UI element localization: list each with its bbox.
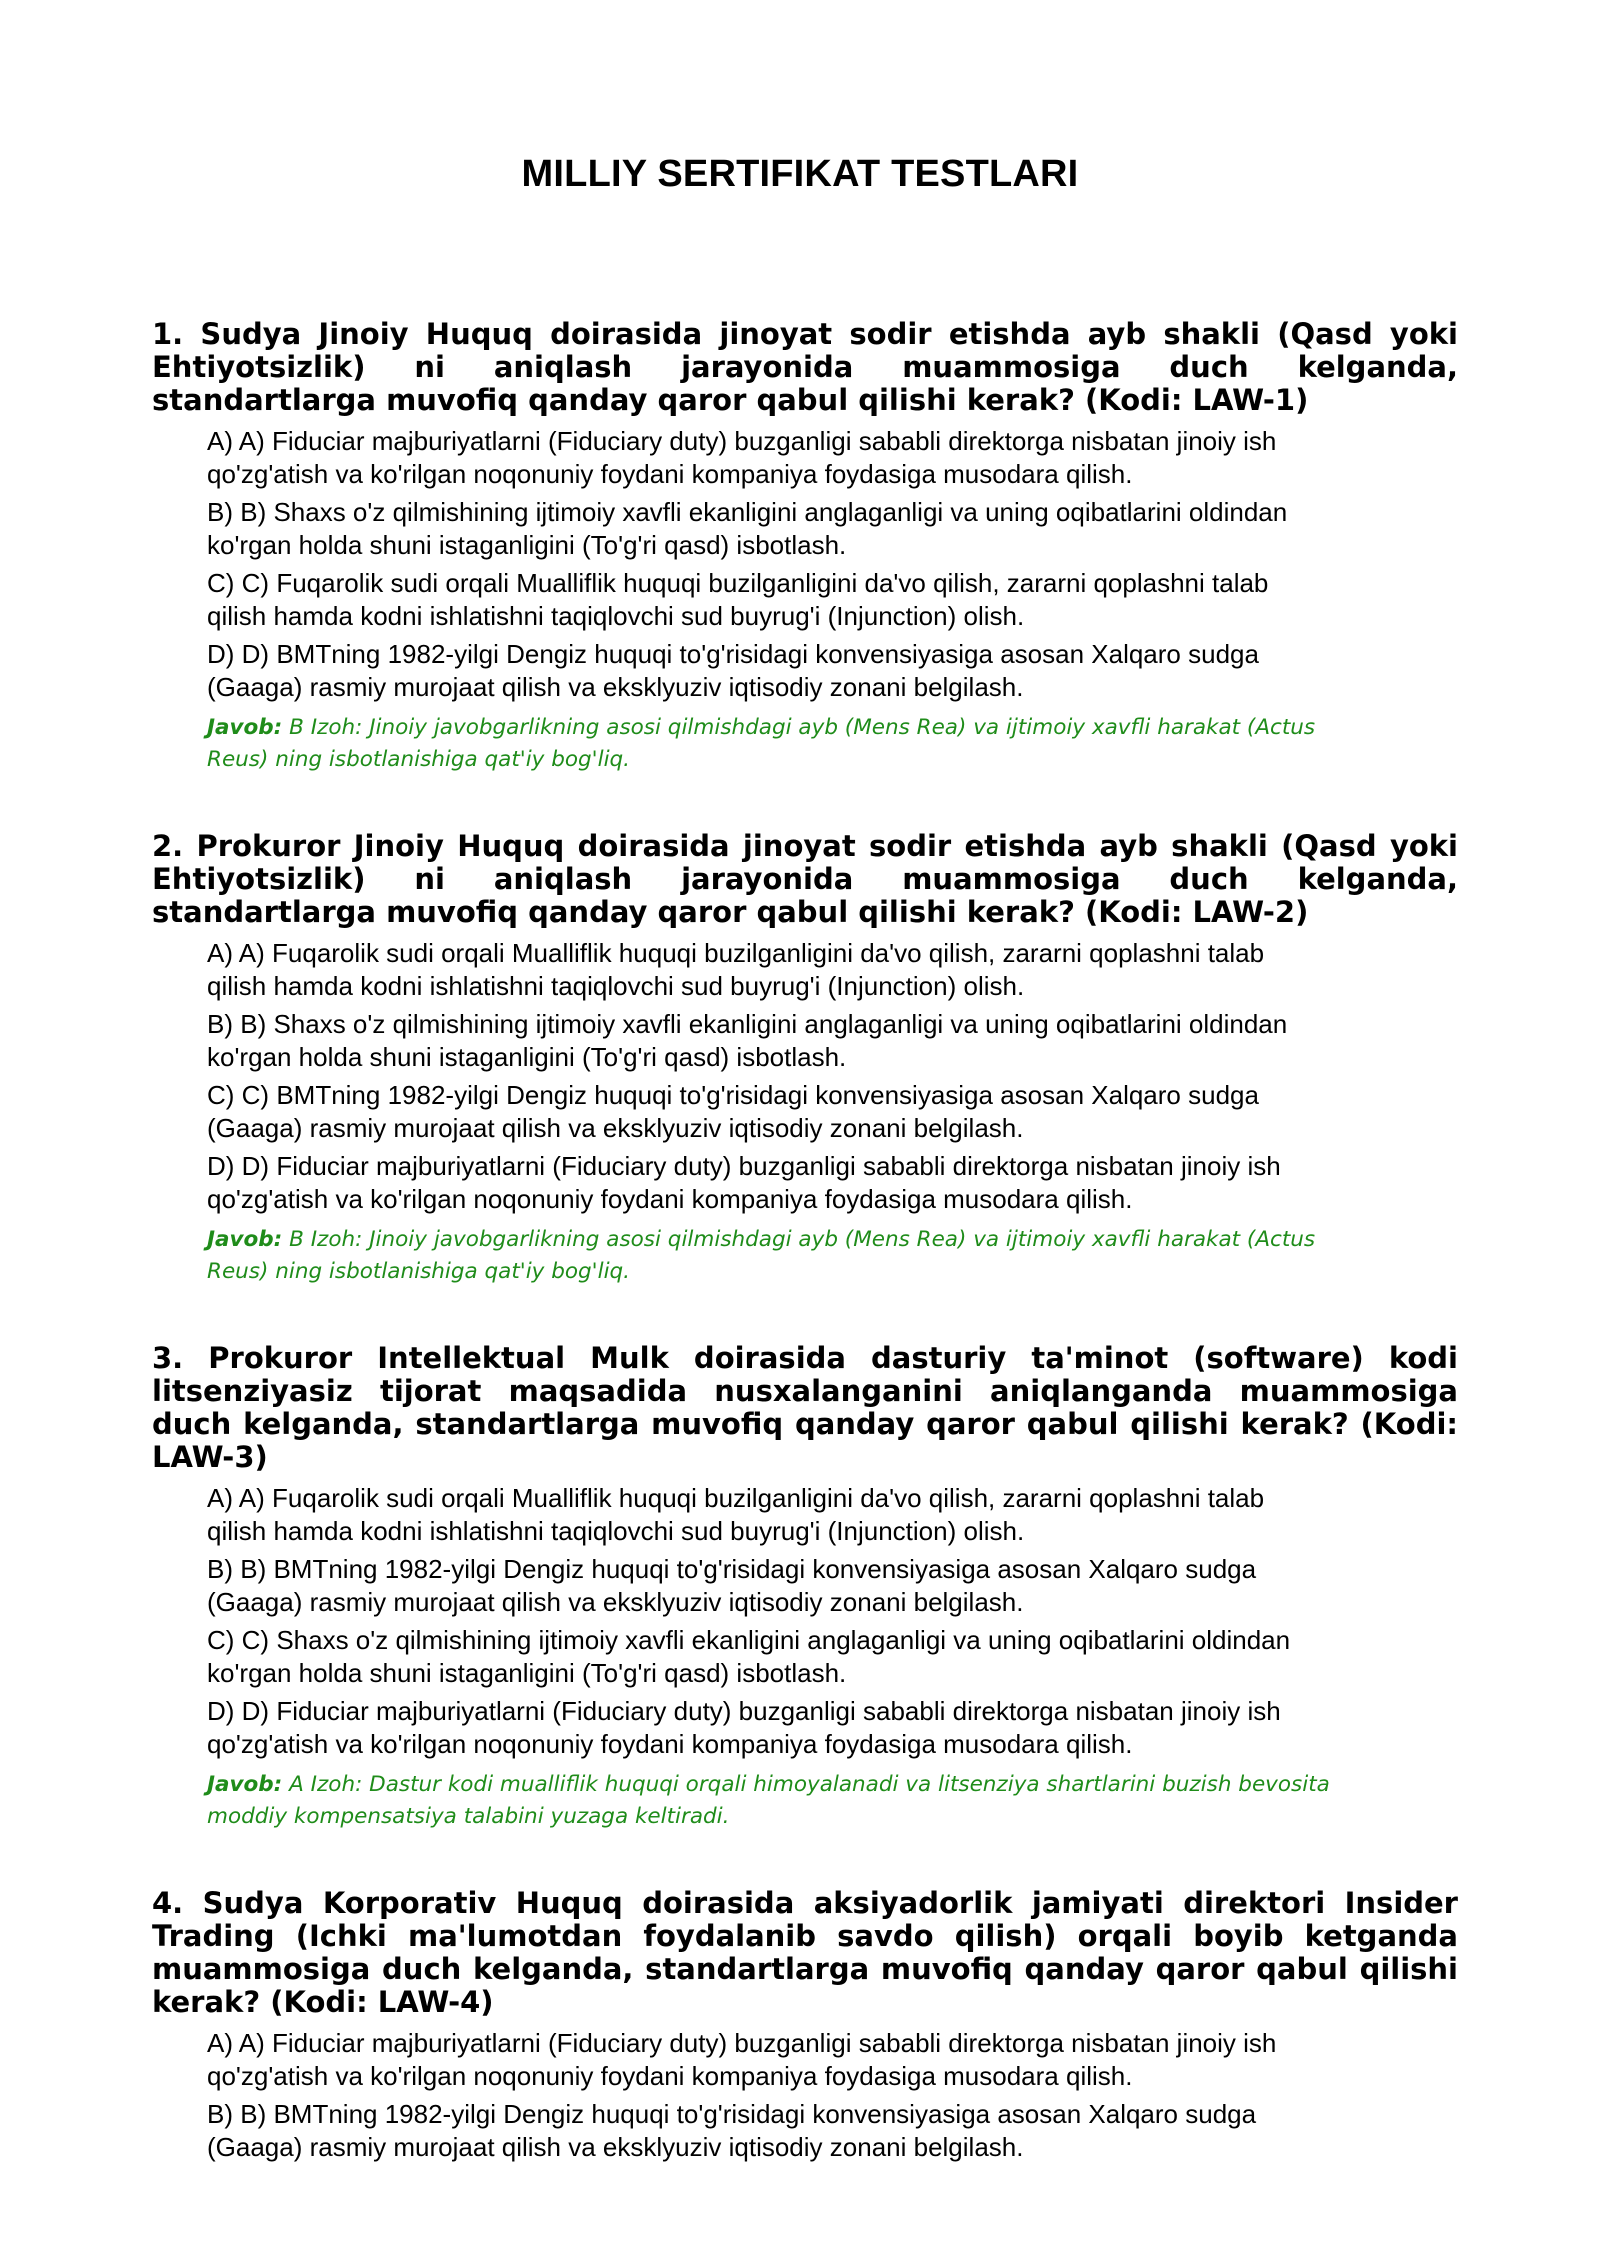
question-text: 2. Prokuror Jinoiy Huquq doirasida jinoyat sodir etishda ayb shakli (Qasd yoki Ehtiyotsizlik) ni aniqlash jarayonida muammosiga duch kelganda, standartlarga muvofiq qanday qaror qabul qilishi kerak? (Kodi: LAW-2) <box>152 829 1458 929</box>
option-a: A) A) Fiduciar majburiyatlarni (Fiduciary duty) buzganligi sababli direktorga nisbatan jinoiy ish qo'zg'atish va ko'rilgan noqonuniy foydani kompaniya foydasiga musodara qilish. <box>207 426 1277 489</box>
page-title: MILLIY SERTIFIKAT TESTLARI <box>521 153 1079 195</box>
option-b: B) B) Shaxs o'z qilmishining ijtimoiy xavfli ekanligini anglaganligi va uning oqibatlarini oldindan ko'rgan holda shuni istaganligini (To'g'ri qasd) isbotlash. <box>207 1009 1288 1072</box>
question-item <box>152 318 1458 776</box>
question-text: 3. Prokuror Intellektual Mulk doirasida dasturiy ta'minot (software) kodi litsenziyasiz tijorat maqsadida nusxalanganini aniqlanganda muammosiga duch kelganda, standartlarga muvofiq qanday qaror qabul qilishi kerak? (Kodi: LAW-3) <box>152 1341 1458 1474</box>
answer-explanation <box>207 712 1458 776</box>
answer-explanation <box>207 1224 1458 1288</box>
answer-text: B Izoh: Jinoiy javobgarlikning asosi qilmishdagi ayb (Mens Rea) va ijtimoiy xavfli harakat (Actus Reus) ning isbotlanishiga qat'iy bog'liq. <box>207 715 1316 772</box>
question-text: 1. Sudya Jinoiy Huquq doirasida jinoyat sodir etishda ayb shakli (Qasd yoki Ehtiyotsizlik) ni aniqlash jarayonida muammosiga duch kelganda, standartlarga muvofiq qanday qaror qabul qilishi kerak? (Kodi: LAW-1) <box>152 317 1458 417</box>
option-d: D) D) BMTning 1982-yilgi Dengiz huquqi to'g'risidagi konvensiyasiga asosan Xalqaro sudga (Gaaga) rasmiy murojaat qilish va eksklyuziv iqtisodiy zonani belgilash. <box>207 639 1259 702</box>
option-a: A) A) Fuqarolik sudi orqali Mualliflik huquqi buzilganligini da'vo qilish, zararni qoplashni talab qilish hamda kodni ishlatishni taqiqlovchi sud buyrug'i (Injunction) olish. <box>207 938 1265 1001</box>
question-item <box>152 830 1458 1288</box>
option-b: B) B) Shaxs o'z qilmishining ijtimoiy xavfli ekanligini anglaganligi va uning oqibatlarini oldindan ko'rgan holda shuni istaganligini (To'g'ri qasd) isbotlash. <box>207 497 1288 560</box>
option-b: B) B) BMTning 1982-yilgi Dengiz huquqi to'g'risidagi konvensiyasiga asosan Xalqaro sudga (Gaaga) rasmiy murojaat qilish va eksklyuziv iqtisodiy zonani belgilash. <box>207 1554 1257 1617</box>
option-b: B) B) BMTning 1982-yilgi Dengiz huquqi to'g'risidagi konvensiyasiga asosan Xalqaro sudga (Gaaga) rasmiy murojaat qilish va eksklyuziv iqtisodiy zonani belgilash. <box>207 2099 1257 2162</box>
option-d: D) D) Fiduciar majburiyatlarni (Fiduciary duty) buzganligi sababli direktorga nisbatan jinoiy ish qo'zg'atish va ko'rilgan noqonuniy foydani kompaniya foydasiga musodara qilish. <box>207 1151 1281 1214</box>
option-a: A) A) Fiduciar majburiyatlarni (Fiduciary duty) buzganligi sababli direktorga nisbatan jinoiy ish qo'zg'atish va ko'rilgan noqonuniy foydani kompaniya foydasiga musodara qilish. <box>207 2028 1277 2091</box>
answer-text: A Izoh: Dastur kodi mualliflik huquqi orqali himoyalanadi va litsenziya shartlarini buzish bevosita moddiy kompensatsiya talabini yuzaga keltiradi. <box>207 1772 1330 1829</box>
answer-explanation <box>207 1769 1458 1833</box>
option-a: A) A) Fuqarolik sudi orqali Mualliflik huquqi buzilganligini da'vo qilish, zararni qoplashni talab qilish hamda kodni ishlatishni taqiqlovchi sud buyrug'i (Injunction) olish. <box>207 1483 1265 1546</box>
answer-text: B Izoh: Jinoiy javobgarlikning asosi qilmishdagi ayb (Mens Rea) va ijtimoiy xavfli harakat (Actus Reus) ning isbotlanishiga qat'iy bog'liq. <box>207 1227 1316 1284</box>
option-list <box>207 937 1458 1216</box>
option-list <box>207 425 1458 704</box>
answer-label: Javob: <box>207 1227 283 1252</box>
answer-label: Javob: <box>207 1772 283 1797</box>
option-c: C) C) Fuqarolik sudi orqali Mualliflik huquqi buzilganligini da'vo qilish, zararni qoplashni talab qilish hamda kodni ishlatishni taqiqlovchi sud buyrug'i (Injunction) olish. <box>207 568 1269 631</box>
option-c: C) C) BMTning 1982-yilgi Dengiz huquqi to'g'risidagi konvensiyasiga asosan Xalqaro sudga (Gaaga) rasmiy murojaat qilish va eksklyuziv iqtisodiy zonani belgilash. <box>207 1080 1259 1143</box>
option-c: C) C) Shaxs o'z qilmishining ijtimoiy xavfli ekanligini anglaganligi va uning oqibatlarini oldindan ko'rgan holda shuni istaganligini (To'g'ri qasd) isbotlash. <box>207 1625 1291 1688</box>
question-item <box>152 1887 1458 2164</box>
option-d: D) D) Fiduciar majburiyatlarni (Fiduciary duty) buzganligi sababli direktorga nisbatan jinoiy ish qo'zg'atish va ko'rilgan noqonuniy foydani kompaniya foydasiga musodara qilish. <box>207 1696 1281 1759</box>
question-item <box>152 1342 1458 1833</box>
option-list <box>207 1482 1458 1761</box>
option-list <box>207 2027 1458 2164</box>
question-list <box>152 318 1458 2218</box>
answer-label: Javob: <box>207 715 283 740</box>
question-text: 4. Sudya Korporativ Huquq doirasida aksiyadorlik jamiyati direktori Insider Trading (Ichki ma'lumotdan foydalanib savdo qilish) orqali boyib ketganda muammosiga duch kelganda, standartlarga muvofiq qanday qaror qabul qilishi kerak? (Kodi: LAW-4) <box>152 1886 1458 2019</box>
